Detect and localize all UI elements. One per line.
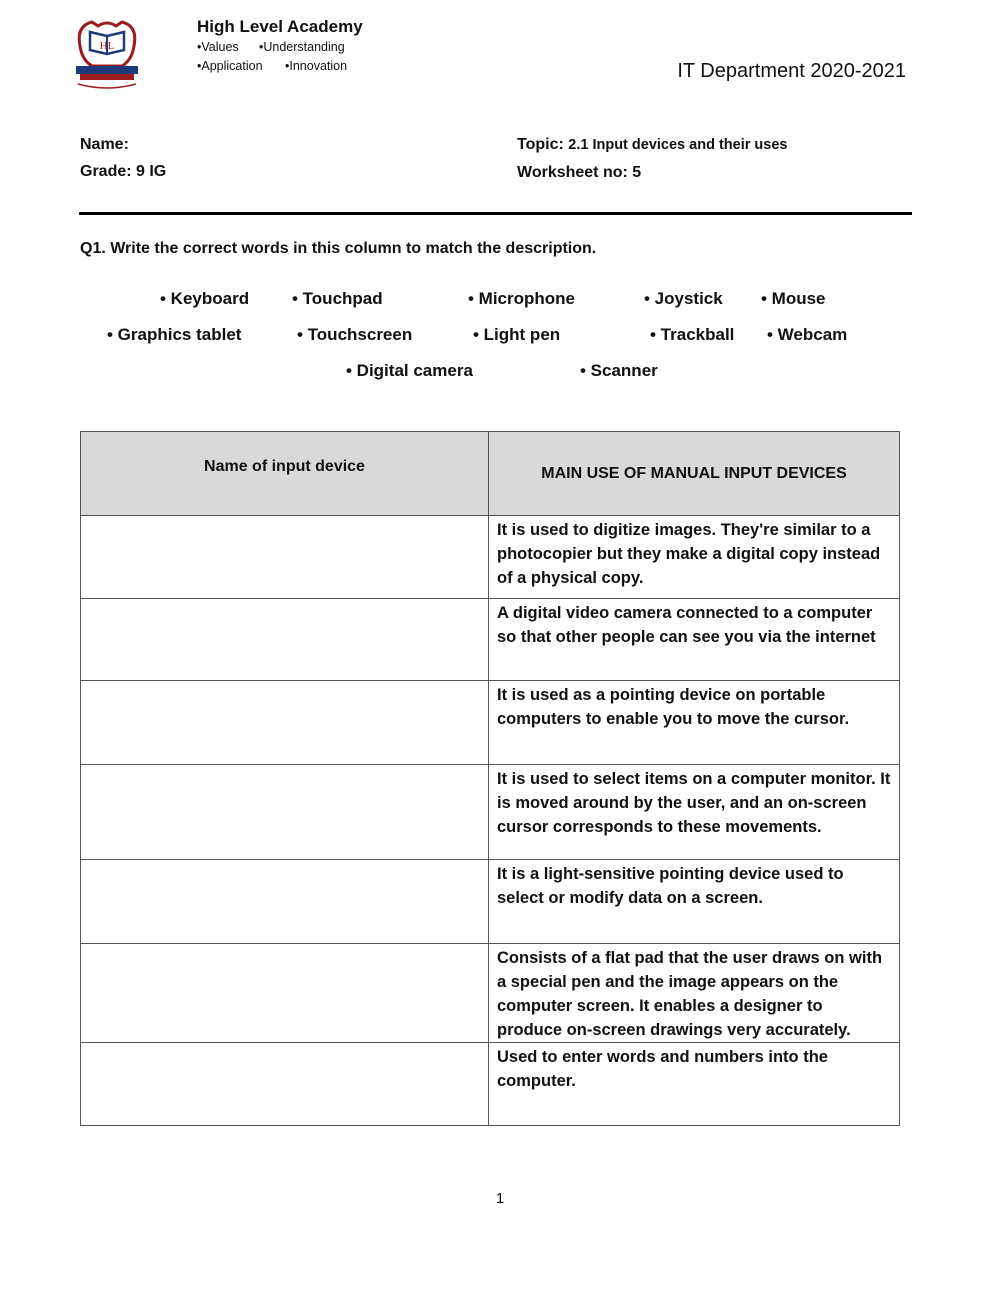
table-row — [81, 944, 900, 1043]
motto-row-1 — [197, 38, 363, 57]
column-header-use: MAIN USE OF MANUAL INPUT DEVICES — [489, 432, 900, 516]
motto-application: •Application — [197, 59, 263, 73]
description-cell: A digital video camera connected to a computer so that other people can see you via the internet — [489, 599, 900, 681]
table-row — [81, 1043, 900, 1126]
topic-label: Topic: — [517, 136, 564, 153]
school-header — [197, 16, 363, 76]
answer-cell[interactable] — [81, 860, 489, 944]
word-digital-camera: • Digital camera — [346, 361, 473, 380]
name-label: Name: — [80, 136, 129, 153]
motto-innovation: •Innovation — [285, 59, 348, 73]
grade-label: Grade: 9 IG — [80, 163, 167, 180]
answer-cell[interactable] — [81, 765, 489, 860]
worksheet-number: Worksheet no: 5 — [517, 164, 642, 181]
topic-line — [517, 131, 787, 159]
table-row — [81, 860, 900, 944]
school-logo — [70, 16, 144, 92]
table-row — [81, 599, 900, 681]
department-title: IT Department 2020-2021 — [677, 60, 906, 82]
word-scanner: • Scanner — [580, 361, 658, 380]
motto-row-2 — [197, 57, 363, 76]
description-cell: Used to enter words and numbers into the computer. — [489, 1043, 900, 1126]
word-webcam: • Webcam — [767, 325, 848, 344]
answer-cell[interactable] — [81, 599, 489, 681]
word-light-pen: • Light pen — [473, 325, 561, 344]
description-cell: It is used as a pointing device on portable computers to enable you to move the cursor. — [489, 681, 900, 765]
table-row — [81, 516, 900, 599]
table-header-row — [81, 432, 900, 516]
student-info — [80, 131, 166, 185]
question-prompt: Q1. Write the correct words in this column to match the description. — [80, 240, 597, 257]
word-touchpad: • Touchpad — [292, 289, 383, 308]
divider — [79, 212, 912, 215]
column-header-device: Name of input device — [81, 432, 489, 516]
word-joystick: • Joystick — [644, 289, 723, 308]
word-mouse: • Mouse — [761, 289, 826, 308]
answer-cell[interactable] — [81, 681, 489, 765]
page-number: 1 — [495, 1190, 505, 1207]
description-cell: It is used to digitize images. They're similar to a photocopier but they make a digital copy instead of a physical copy. — [489, 516, 900, 599]
word-touchscreen: • Touchscreen — [297, 325, 413, 344]
word-keyboard: • Keyboard — [160, 289, 250, 308]
table-row — [81, 765, 900, 860]
word-trackball: • Trackball — [650, 325, 735, 344]
matching-table — [80, 431, 900, 1126]
description-cell: It is a light-sensitive pointing device used to select or modify data on a screen. — [489, 860, 900, 944]
answer-cell[interactable] — [81, 944, 489, 1043]
topic-value: 2.1 Input devices and their uses — [568, 137, 788, 153]
table-row — [81, 681, 900, 765]
word-microphone: • Microphone — [468, 289, 576, 308]
worksheet-info — [517, 131, 787, 186]
description-cell: It is used to select items on a computer monitor. It is moved around by the user, and an on-screen cursor corresponds to these movements. — [489, 765, 900, 860]
svg-text:HL: HL — [99, 40, 115, 52]
motto-values: •Values — [197, 40, 239, 54]
word-graphics-tablet: • Graphics tablet — [107, 325, 242, 344]
description-cell: Consists of a flat pad that the user draws on with a special pen and the image appears on the computer screen. It enables a designer to produce on-screen drawings very accurately. — [489, 944, 900, 1043]
answer-cell[interactable] — [81, 1043, 489, 1126]
school-name: High Level Academy — [197, 17, 363, 36]
motto-understanding: •Understanding — [259, 40, 345, 54]
answer-cell[interactable] — [81, 516, 489, 599]
